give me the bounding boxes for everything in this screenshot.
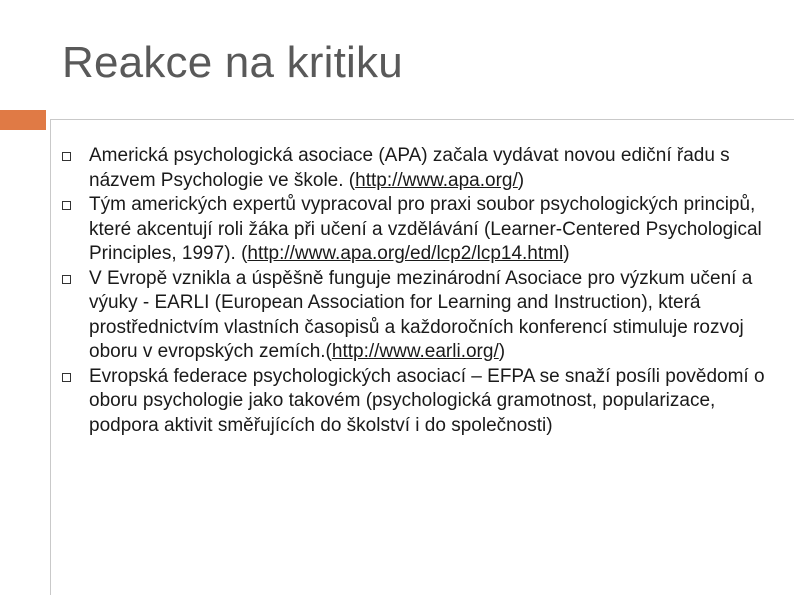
square-bullet-icon <box>62 373 71 382</box>
square-bullet-icon <box>62 275 71 284</box>
bullet-item-experts <box>62 193 772 267</box>
bullet-list <box>62 144 772 438</box>
apa-link[interactable]: http://www.apa.org/ <box>355 169 518 191</box>
left-rule <box>50 119 51 595</box>
title-divider <box>50 119 794 120</box>
square-bullet-icon <box>62 152 71 161</box>
earli-link[interactable]: http://www.earli.org/ <box>331 341 499 362</box>
bullet-text-end: ) <box>517 169 525 191</box>
bullet-text: Americká psychologická asociace (APA) začala vydávat novou ediční řadu s názvem Psychologie ve škole. ( <box>89 145 730 191</box>
bullet-item-efpa <box>62 365 772 439</box>
square-bullet-icon <box>62 201 71 210</box>
bullet-text: Tým amerických expertů vypracoval pro praxi soubor psychologických principů, které akcentují roli žáka při učení a vzdělávání (Learner-Centered Psychological Principles, 1997). ( <box>89 194 762 264</box>
lcp-link[interactable]: http://www.apa.org/ed/lcp2/lcp14.html <box>247 243 564 264</box>
bullet-text-end: ) <box>498 341 506 362</box>
slide-title: Reakce na kritiku <box>62 38 403 87</box>
bullet-text-end: ) <box>563 243 570 264</box>
bullet-item-apa <box>62 144 772 193</box>
bullet-text: Evropská federace psychologických asociací – EFPA se snaží posíli povědomí o oboru psychologie jako takovém (psychologická gramotnost, popularizace, podpora aktivit směřujících do školství i do společnosti) <box>89 365 765 436</box>
accent-bar <box>0 110 46 130</box>
bullet-text: V Evropě vznikla a úspěšně funguje mezinárodní Asociace pro výzkum učení a výuky - EARLI (European Association for Learning and Instruction), která prostřednictvím vlastních časopisů a každoročních konferencí stimuluje rozvoj oboru v evropských zemích.( <box>89 267 753 362</box>
bullet-item-earli <box>62 267 772 365</box>
